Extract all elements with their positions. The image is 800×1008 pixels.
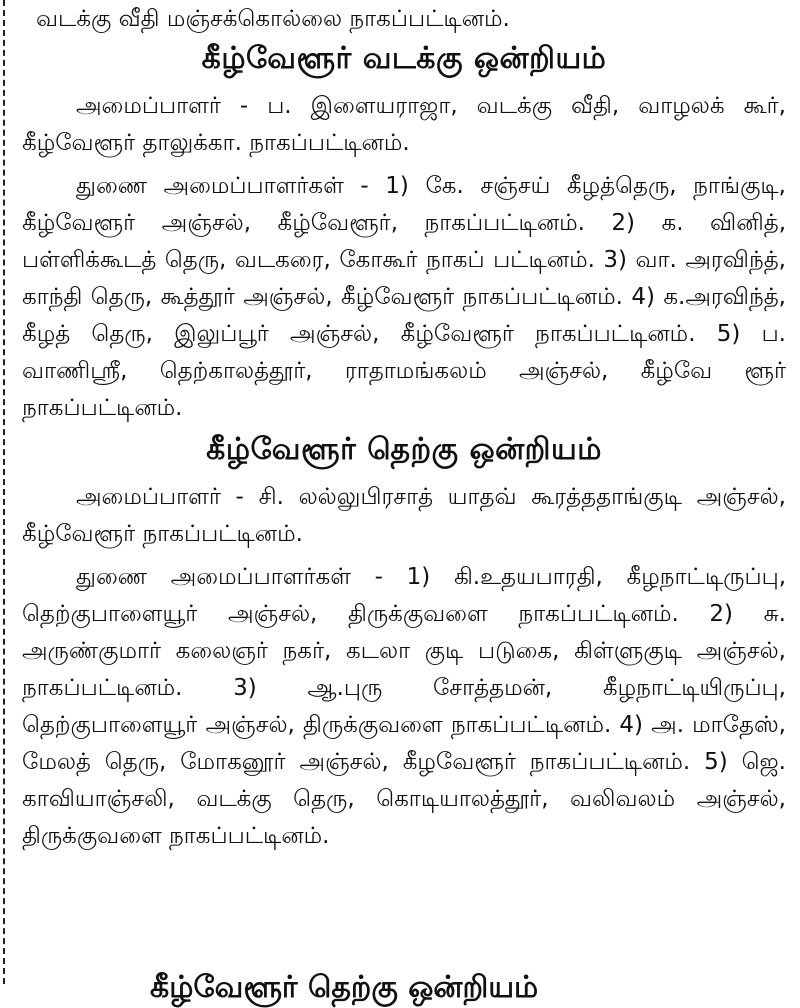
section-heading: கீழ்வேளூர் தெற்கு ஒன்றியம் bbox=[206, 432, 602, 467]
section-north-union bbox=[22, 36, 786, 427]
deputy-organizers-paragraph: துணை அமைப்பாளர்கள் - 1) கி.உதயபாரதி, கீழநாட்டிருப்பு, தெற்குபாளையூர் அஞ்சல், திருக்குவளை நாகப்பட்டினம். 2) சு. அருண்குமார் கலைஞர் நகர், கடலா குடி படுகை, கிள்ளுகுடி அஞ்சல், நாகப்பட்டினம். 3) ஆ.புரு சோத்தமன், கீழநாட்டியிருப்பு, தெற்குபாளையூர் அஞ்சல், திருக்குவளை நாகப்பட்டினம். 4) அ. மாதேஸ், மேலத் தெரு, மோகனூர் அஞ்சல், கீழவேளூர் நாகப்பட்டினம். 5) ஜெ. காவியாஞ்சலி, வடக்கு தெரு, கொடியாலத்தூர், வலிவலம் அஞ்சல், திருக்குவளை நாகப்பட்டினம். bbox=[22, 564, 786, 849]
organizer-paragraph: அமைப்பாளர் - சி. லல்லுபிரசாத் யாதவ் கூரத்ததாங்குடி அஞ்சல், கீழ்வேளூர் நாகப்பட்டினம். bbox=[22, 484, 786, 547]
section-heading: கீழ்வேளூர் வடக்கு ஒன்றியம் bbox=[201, 41, 607, 76]
previous-entry-tail: வடக்கு வீதி மஞ்சக்கொல்லை நாகப்பட்டினம். bbox=[36, 6, 510, 32]
dashed-cut-line bbox=[3, 0, 5, 984]
article-column bbox=[22, 0, 786, 855]
deputy-organizers-paragraph: துணை அமைப்பாளர்கள் - 1) கே. சஞ்சய் கீழத்தெரு, நாங்குடி, கீழ்வேளூர் அஞ்சல், கீழ்வேளூர், நாகப்பட்டினம். 2) க. வினித், பள்ளிக்கூடத் தெரு, வடகரை, கோகூர் நாகப் பட்டினம். 3) வா. அரவிந்த், காந்தி தெரு, கூத்தூர் அஞ்சல், கீழ்வேளூர் நாகப்பட்டினம். 4) க.அரவிந்த், கீழத் தெரு, இலுப்பூர் அஞ்சல், கீழ்வேளூர் நாகப்பட்டினம். 5) ப. வாணிஸ்ரீ, தெற்காலத்தூர், ராதாமங்கலம் அஞ்சல், கீழ்வே ளூர் நாகப்பட்டினம். bbox=[22, 173, 786, 421]
cropped-next-heading: கீழ்வேளூர் தெற்கு ஒன்றியம் bbox=[150, 970, 539, 1005]
organizer-paragraph: அமைப்பாளர் - ப. இளையராஜா, வடக்கு வீதி, வாழலக் கூர், கீழ்வேளூர் தாலுக்கா. நாகப்பட்டினம். bbox=[22, 93, 786, 156]
section-south-union bbox=[22, 427, 786, 855]
